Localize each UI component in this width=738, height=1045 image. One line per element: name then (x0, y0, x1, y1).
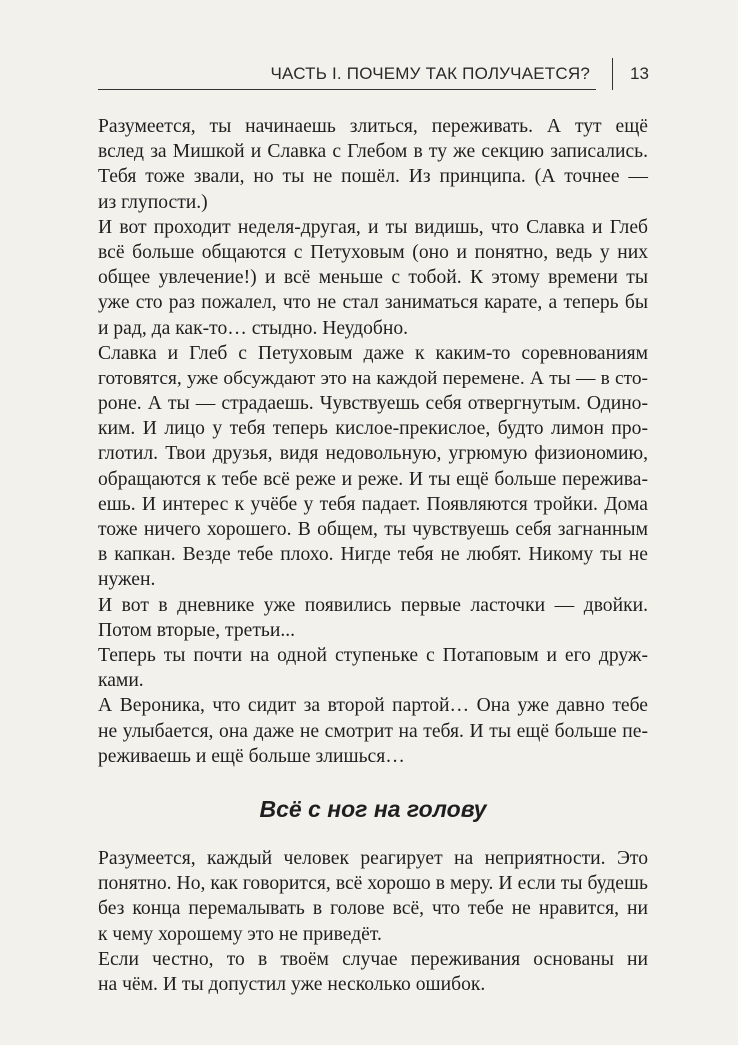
text-line: ким. И лицо у тебя теперь кислое-прекислое, будто лимон про- (98, 418, 648, 440)
text-line: роне. А ты — страдаешь. Чувствуешь себя отвергнутым. Одино- (98, 393, 648, 415)
text-line: реживаешь и ещё больше злишься… (98, 745, 405, 767)
text-line: без конца перемалывать в голове всё, что тебе не нравится, ни (98, 898, 648, 920)
text-line: в капкан. Везде тебе плохо. Нигде тебя не любят. Никому ты не (98, 544, 648, 566)
paragraph (98, 643, 648, 693)
text-line: из глупости.) (98, 191, 208, 213)
running-head-rule (98, 89, 596, 90)
text-line: Тебя тоже звали, но ты не пошёл. Из принципа. (А точнее — (98, 166, 648, 188)
text-line: Славка и Глеб с Петуховым даже к каким-то соревнованиям (98, 342, 648, 364)
text-line: глотил. Твои друзья, видя недовольную, угрюмую физиономию, (98, 443, 648, 465)
paragraph (98, 593, 648, 643)
text-line: И вот проходит неделя-другая, и ты видишь, что Славка и Глеб (98, 216, 648, 238)
running-head (0, 62, 738, 92)
text-line: готовятся, уже обсуждают это на каждой перемене. А ты — в сто- (98, 367, 648, 389)
text-line: Разумеется, каждый человек реагирует на неприятности. Это (98, 848, 648, 869)
paragraph (98, 693, 648, 769)
text-line: обращаются к тебе всё реже и реже. И ты ещё больше пережива- (98, 468, 648, 490)
text-line: вслед за Мишкой и Славка с Глебом в ту же секцию записались. (98, 141, 648, 163)
text-line: ками. (98, 670, 144, 692)
paragraph (98, 114, 648, 215)
page-number: 13 (630, 64, 649, 83)
body-text-top (98, 114, 648, 769)
text-line: общее увлечение!) и всё меньше с тобой. К этому времени ты (98, 267, 648, 289)
text-line: А Вероника, что сидит за второй партой… Она уже давно тебе (98, 695, 648, 717)
text-line: Если честно, то в твоём случае переживания основаны ни (98, 948, 648, 970)
text-line: на чём. И ты допустил уже несколько ошибок. (98, 973, 486, 995)
text-line: не улыбается, она даже не смотрит на тебя. И ты ещё больше пе- (98, 720, 648, 742)
paragraph (98, 341, 648, 593)
text-line: И вот в дневнике уже появились первые ласточки — двойки. (98, 594, 648, 616)
text-line: Разумеется, ты начинаешь злиться, переживать. А тут ещё (98, 116, 648, 137)
paragraph (98, 947, 648, 997)
paragraph (98, 215, 648, 341)
text-line: всё больше общаются с Петуховым (оно и понятно, ведь у них (98, 241, 648, 263)
text-line: ешь. И интерес к учёбе у тебя падает. Появляются тройки. Дома (98, 493, 648, 515)
paragraph (98, 846, 648, 947)
section-heading: Всё с ног на голову (259, 796, 487, 822)
text-line: тоже ничего хорошего. В общем, ты чувствуешь себя загнанным (98, 519, 648, 540)
text-line: Потом вторые, третьи... (98, 619, 296, 641)
text-line: уже сто раз пожалел, что не стал заниматься карате, а теперь бы (98, 292, 648, 314)
running-head-divider (612, 58, 613, 90)
running-head-title: ЧАСТЬ I. ПОЧЕМУ ТАК ПОЛУЧАЕТСЯ? (270, 64, 590, 83)
body-text-bottom (98, 846, 648, 997)
text-line: понятно. Но, как говорится, всё хорошо в меру. И если ты будешь (98, 873, 648, 895)
text-line: нужен. (98, 569, 156, 591)
text-line: к чему хорошему это не приведёт. (98, 923, 382, 945)
text-line: и рад, да как-то… стыдно. Неудобно. (98, 317, 409, 339)
text-line: Теперь ты почти на одной ступеньке с Потаповым и его друж- (98, 644, 648, 666)
